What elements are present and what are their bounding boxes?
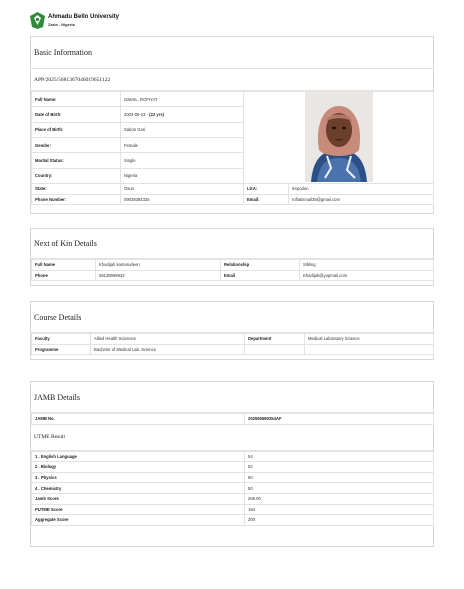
email-label: Email: [244,194,289,205]
table-row [32,472,434,483]
putme-score-label: PUTME Score [32,504,245,515]
university-logo-icon [30,12,45,29]
university-location: Zaria - Nigeria [48,22,75,27]
application-number: APP/2025/5681367046019651122 [31,69,433,91]
kin-email-value: Khadijah@yopmail.com [300,270,434,281]
course-details-table [31,333,434,355]
utme-result-table [31,451,434,526]
lga-value: Irepodun [289,184,434,195]
kin-phone-value: 08138069943 [96,270,221,281]
table-row [32,184,434,195]
chemistry-score: 50 [245,483,434,494]
table-row [32,451,434,462]
gender-label: Gender: [32,137,121,152]
kin-relationship-label: Relationship [221,260,300,271]
next-of-kin-card [30,228,434,286]
phone-number-value: 09038384325 [121,194,244,205]
empty-cell [305,344,434,355]
biology-label: 2 . Biology [32,462,245,473]
physics-score: 50 [245,472,434,483]
department-value: Medical Laboratory Science [305,334,434,345]
kin-email-label: Email [221,270,300,281]
next-of-kin-title: Next of Kin Details [31,229,433,259]
next-of-kin-table [31,259,434,281]
date-of-birth-label: Date of Birth: [32,107,121,122]
utme-result-title: UTME Result [31,425,433,451]
table-row [32,493,434,504]
kin-phone-label: Phone [32,270,96,281]
dob-age: (22 yrs) [149,111,165,117]
basic-information-card [30,36,434,214]
jamb-score-value: 206.00 [245,493,434,504]
table-row [32,270,434,281]
table-row [32,414,434,425]
kin-full-name-value: Khadijah kamarudeen [96,260,221,271]
table-row [32,334,434,345]
course-details-card [30,301,434,360]
country-value: Nigeria [121,168,244,183]
dob-date: 2003-09-23 - [124,111,150,117]
programme-label: Programme [32,344,91,355]
gender-value: Female [121,137,244,152]
programme-value: Bachelor of Medical Lab. Science [91,344,245,355]
passport-photo [305,92,373,182]
aggregate-score-label: Aggregate Score [32,515,245,526]
jamb-score-label: Jamb Score [32,493,245,504]
full-name-value: ISMAIL, ROFIYAT [121,92,244,107]
table-row [32,92,434,107]
state-label: State: [32,184,121,195]
place-of-birth-value: Sabon Gari [121,122,244,137]
jamb-no-value: 202550590254AF [245,414,434,425]
country-label: Country: [32,168,121,183]
page-header [30,12,230,30]
date-of-birth-value [121,107,244,122]
university-name: Ahmadu Bello University [48,14,120,20]
department-label: Department [245,334,305,345]
physics-label: 3 . Physics [32,472,245,483]
table-row [32,462,434,473]
jamb-number-table [31,413,434,425]
empty-cell [245,344,305,355]
basic-information-title: Basic Information [31,37,433,69]
aggregate-score-value: 200 [245,515,434,526]
faculty-value: Allied Health Sciences [91,334,245,345]
marital-status-label: Marital Status: [32,153,121,168]
faculty-label: Faculty [32,334,91,345]
english-language-score: 54 [245,451,434,462]
basic-info-table [31,91,434,205]
email-value: rofiatismail38@gmail.com [289,194,434,205]
jamb-no-label: JAMB No. [32,414,245,425]
table-row [32,515,434,526]
place-of-birth-label: Place of Birth: [32,122,121,137]
kin-full-name-label: Full Name [32,260,96,271]
putme-score-value: 194 [245,504,434,515]
kin-relationship-value: Sibling [300,260,434,271]
state-value: Osun [121,184,244,195]
full-name-label: Full Name: [32,92,121,107]
table-row [32,504,434,515]
phone-number-label: Phone Number: [32,194,121,205]
table-row [32,260,434,271]
biology-score: 52 [245,462,434,473]
table-row [32,344,434,355]
table-row [32,483,434,494]
course-details-title: Course Details [31,302,433,333]
english-language-label: 1 . English Language [32,451,245,462]
chemistry-label: 4 . Chemistry [32,483,245,494]
passport-photo-cell [244,92,434,184]
jamb-details-title: JAMB Details [31,382,433,413]
table-row [32,194,434,205]
lga-label: LGA: [244,184,289,195]
marital-status-value: Single [121,153,244,168]
jamb-details-card [30,381,434,547]
